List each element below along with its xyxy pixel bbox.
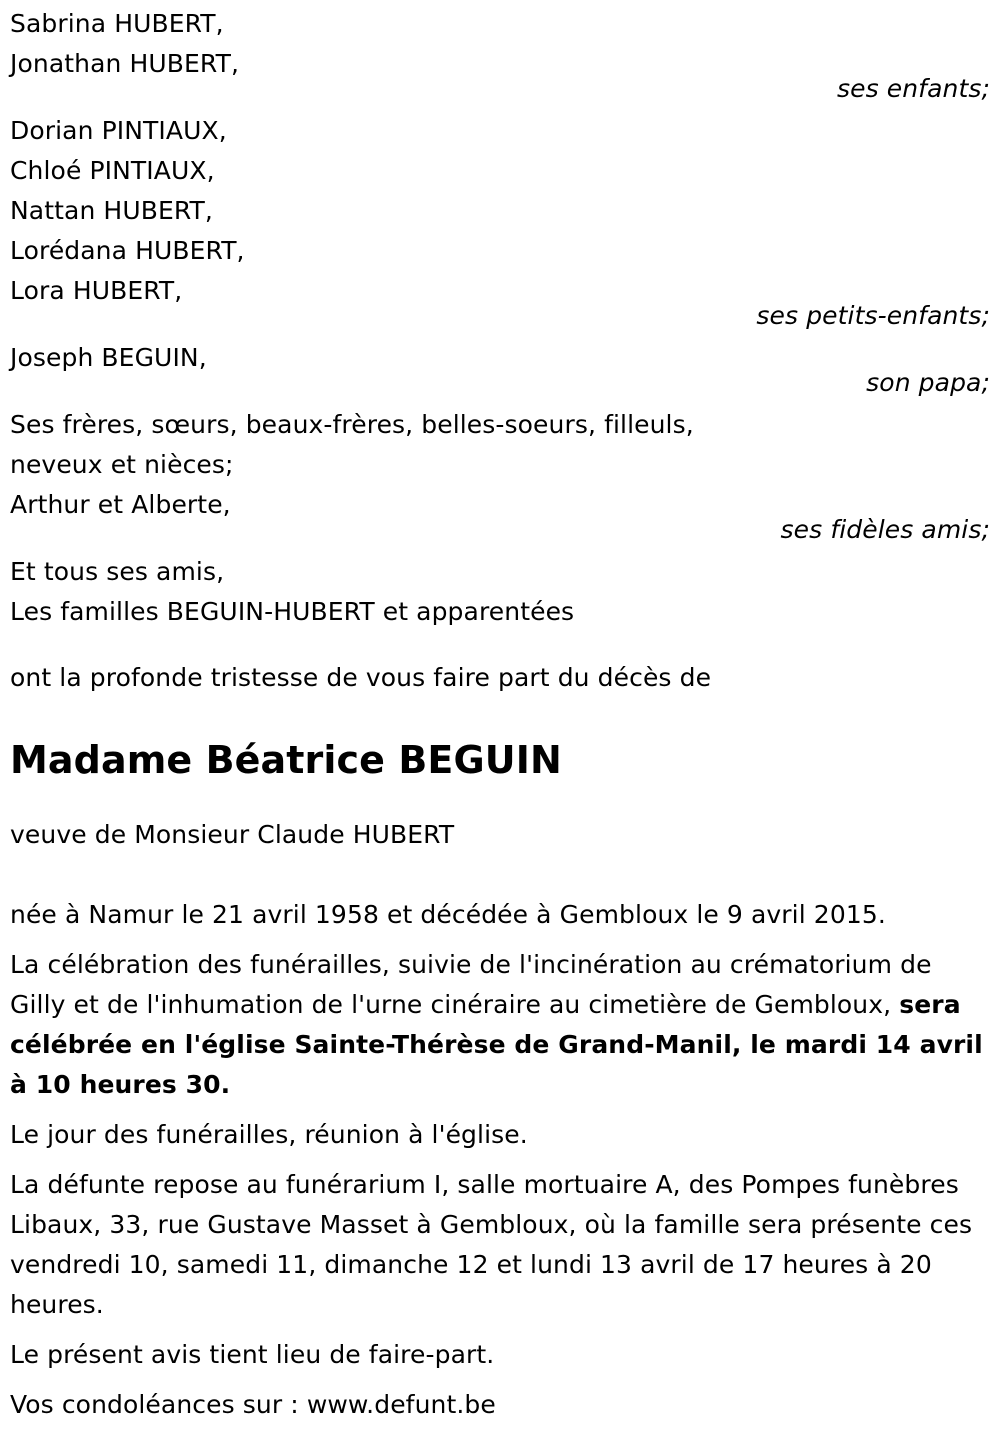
relation-label: son papa;	[866, 368, 990, 397]
grandchild-name: Chloé PINTIAUX,	[10, 156, 215, 185]
grandchild-name: Dorian PINTIAUX,	[10, 116, 227, 145]
ceremony-bold: sera célébrée en l'église Sainte-Thérèse de Grand-Manil, le mardi 14 avril à 10 heures 30.	[10, 990, 983, 1099]
relatives-line: neveux et nièces;	[10, 450, 234, 479]
relation-label: ses petits-enfants;	[756, 301, 990, 330]
deceased-name: Madame Béatrice BEGUIN	[10, 738, 562, 782]
father-name: Joseph BEGUIN,	[10, 343, 207, 372]
widow-of: veuve de Monsieur Claude HUBERT	[10, 820, 455, 849]
announcement: ont la profonde tristesse de vous faire part du décès de	[10, 663, 712, 692]
relatives-group	[10, 405, 990, 548]
visitation: La défunte repose au funérarium I, salle mortuaire A, des Pompes funèbres Libaux, 33, rue Gustave Masset à Gembloux, où la famille sera présente ces vendredi 10, samedi 11, dimanche 12 et lundi 13 avril de 17 heures à 20 heures.	[10, 1170, 973, 1319]
others-line: Les familles BEGUIN-HUBERT et apparentées	[10, 597, 575, 626]
father-group	[10, 338, 990, 401]
meeting: Le jour des funérailles, réunion à l'église.	[10, 1120, 528, 1149]
relation-label: ses enfants;	[836, 74, 990, 103]
grandchild-name: Nattan HUBERT,	[10, 196, 213, 225]
relatives-line: Arthur et Alberte,	[10, 490, 231, 519]
others-group	[10, 552, 990, 632]
relation-label: ses fidèles amis;	[780, 515, 990, 544]
child-name: Jonathan HUBERT,	[10, 49, 240, 78]
grandchildren-group	[10, 111, 990, 334]
grandchild-name: Lorédana HUBERT,	[10, 236, 245, 265]
condolences: Vos condoléances sur : www.defunt.be	[10, 1390, 496, 1419]
birth-death: née à Namur le 21 avril 1958 et décédée à Gembloux le 9 avril 2015.	[10, 900, 886, 929]
child-name: Sabrina HUBERT,	[10, 9, 224, 38]
grandchild-name: Lora HUBERT,	[10, 276, 183, 305]
ceremony-paragraph	[10, 945, 990, 1105]
others-line: Et tous ses amis,	[10, 557, 225, 586]
children-group	[10, 4, 990, 107]
notice: Le présent avis tient lieu de faire-part.	[10, 1340, 495, 1369]
ceremony-text: La célébration des funérailles, suivie de l'incinération au crématorium de Gilly et de l'inhumation de l'urne cinéraire au cimetière de Gembloux,	[10, 950, 932, 1019]
relatives-line: Ses frères, sœurs, beaux-frères, belles-soeurs, filleuls,	[10, 410, 694, 439]
